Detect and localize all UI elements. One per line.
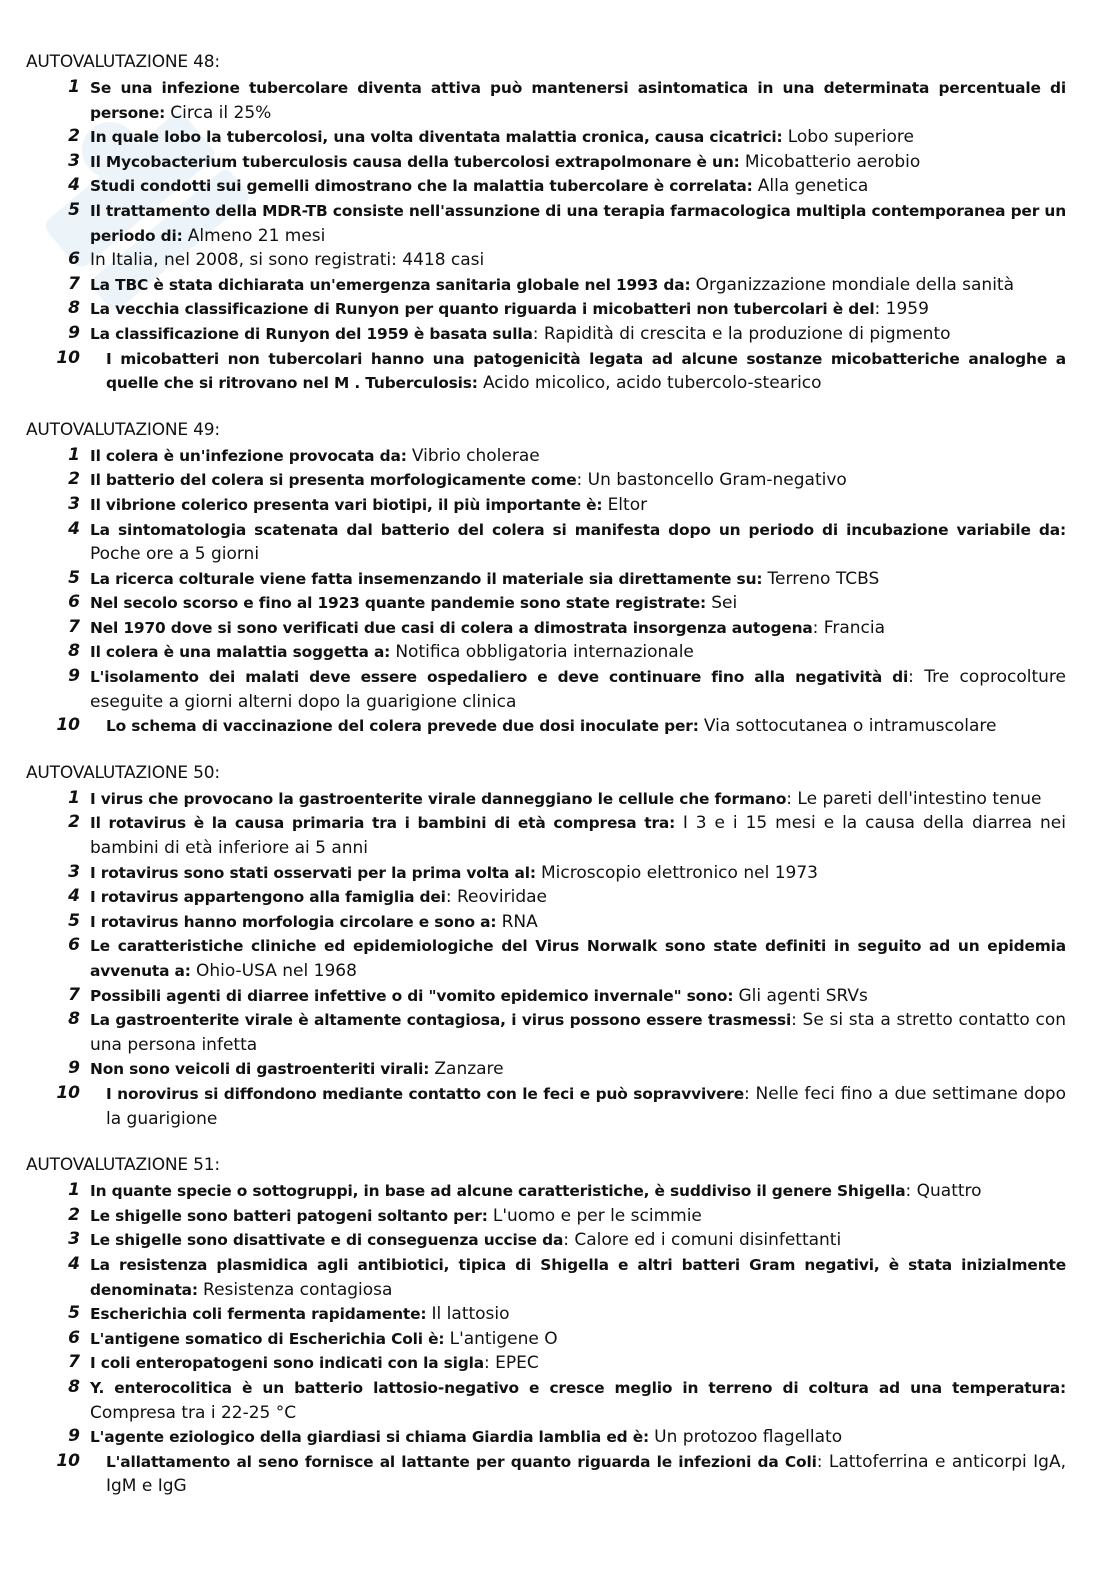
question-text: I norovirus si diffondono mediante contatto con le feci e può sopravvivere — [106, 1084, 745, 1103]
question-item — [26, 468, 1066, 493]
answer-text: Circa il 25% — [170, 102, 272, 123]
question-body — [80, 1327, 1066, 1352]
question-text: Se una infezione tubercolare diventa attiva può mantenersi asintomatica in una determinata percentuale di persone: — [90, 79, 1066, 122]
answer-text: : Rapidità di crescita e la produzione di pigmento — [532, 323, 951, 344]
question-number: 8 — [68, 1009, 80, 1030]
question-item — [26, 787, 1066, 812]
question-item — [26, 444, 1066, 469]
question-number: 3 — [68, 150, 80, 171]
section-title: AUTOVALUTAZIONE 50: — [26, 762, 220, 783]
question-text: Le shigelle sono batteri patogeni soltanto per: — [90, 1206, 488, 1225]
question-item — [26, 811, 1066, 860]
question-text: La TBC è stata dichiarata un'emergenza sanitaria globale nel 1993 da: — [90, 275, 691, 294]
question-item — [26, 150, 1066, 175]
question-number: 5 — [68, 199, 80, 220]
answer-text: : EPEC — [484, 1353, 539, 1374]
question-number: 9 — [68, 1426, 80, 1447]
question-text: Il batterio del colera si presenta morfologicamente come — [90, 471, 577, 490]
answer-text: : Tre coprocolture eseguite a giorni alterni dopo la guarigione clinica — [90, 667, 1066, 712]
section-title: AUTOVALUTAZIONE 48: — [26, 52, 220, 72]
question-number: 9 — [68, 1058, 80, 1079]
question-body — [80, 322, 1066, 347]
question-item — [26, 1425, 1066, 1450]
question-number: 1 — [68, 444, 80, 465]
question-number: 6 — [68, 1327, 80, 1348]
question-body — [80, 910, 1066, 935]
question-text: I coli enteropatogeni sono indicati con la sigla — [90, 1354, 485, 1373]
answer-text: Resistenza contagiosa — [203, 1279, 393, 1300]
answer-text: Lobo superiore — [787, 127, 914, 148]
question-item — [26, 984, 1066, 1009]
answer-text: : Nelle feci fino a due settimane dopo la guarigione — [106, 1083, 1066, 1129]
autovalutazione-section — [26, 418, 1066, 739]
autovalutazione-section — [26, 50, 1066, 396]
question-text: Nel 1970 dove si sono verificati due casi di colera a dimostrata insorgenza autogena — [90, 618, 813, 637]
question-text: La ricerca colturale viene fatta insemenzando il materiale sia direttamente su: — [90, 569, 763, 588]
question-item — [26, 714, 1066, 739]
question-text: In quale lobo la tubercolosi, una volta diventata malattia cronica, causa cicatrici: — [90, 128, 783, 147]
answer-text: Notifica obbligatoria internazionale — [395, 642, 694, 663]
question-item — [26, 591, 1066, 616]
answer-text: Gli agenti SRVs — [738, 985, 868, 1006]
answer-text: : Calore ed i comuni disinfettanti — [563, 1230, 842, 1251]
question-text: Il Mycobacterium tuberculosis causa della tubercolosi extrapolmonare è un: — [90, 152, 740, 171]
answer-text: Un protozoo flagellato — [654, 1427, 843, 1448]
question-item — [26, 910, 1066, 935]
question-body — [80, 934, 1066, 983]
answer-text: Zanzare — [434, 1059, 504, 1080]
answer-text: In Italia, nel 2008, si sono registrati: 4418 casi — [90, 250, 485, 271]
question-item — [26, 1327, 1066, 1352]
answer-text: Vibrio cholerae — [411, 445, 540, 466]
question-body — [80, 297, 1066, 322]
question-text: Le shigelle sono disattivate e di conseguenza uccise da — [90, 1231, 564, 1250]
question-text: La resistenza plasmidica agli antibiotici, tipica di Shigella e altri batteri Gram negativi, è stata inizialmente denominata: — [90, 1255, 1066, 1299]
question-number: 2 — [68, 1204, 80, 1225]
answer-text: : Francia — [812, 617, 885, 638]
answer-text: : Un bastoncello Gram-negativo — [576, 470, 847, 491]
question-text: Escherichia coli fermenta rapidamente: — [90, 1305, 427, 1324]
question-item — [26, 567, 1066, 592]
question-body — [80, 567, 1066, 592]
question-number: 5 — [68, 910, 80, 931]
question-item — [26, 347, 1066, 396]
question-body — [80, 150, 1066, 175]
answer-text: Ohio-USA nel 1968 — [195, 961, 357, 981]
question-text: Il trattamento della MDR-TB consiste nell'assunzione di una terapia farmacologica multipla contemporanea per un periodo di: — [90, 201, 1066, 245]
question-item — [26, 1008, 1066, 1057]
question-number: 3 — [68, 861, 80, 882]
question-text: La sintomatologia scatenata dal batterio del colera si manifesta dopo un periodo di incubazione variabile da: — [90, 520, 1066, 539]
question-number: 7 — [68, 273, 80, 294]
question-item — [26, 199, 1066, 248]
answer-text: Terreno TCBS — [767, 568, 880, 589]
question-item — [26, 1057, 1066, 1082]
question-item — [26, 885, 1066, 910]
question-body — [80, 199, 1066, 248]
question-body — [80, 1253, 1066, 1302]
question-item — [26, 322, 1066, 347]
answer-text: Compresa tra i 22-25 °C — [90, 1402, 297, 1423]
question-number: 3 — [68, 1229, 80, 1250]
question-body — [80, 1450, 1066, 1499]
question-text: Il colera è una malattia soggetta a: — [90, 643, 391, 662]
question-number: 1 — [68, 787, 80, 808]
question-body — [80, 347, 1066, 396]
question-body — [80, 1179, 1066, 1204]
question-number: 8 — [68, 1376, 80, 1397]
question-text: I virus che provocano la gastroenterite virale danneggiano le cellule che formano — [90, 789, 787, 808]
question-body — [80, 811, 1066, 860]
question-number: 6 — [68, 592, 80, 613]
question-number: 2 — [68, 126, 80, 147]
question-body — [80, 616, 1066, 641]
question-body — [80, 1082, 1066, 1131]
question-number: 6 — [68, 935, 80, 956]
question-number: 9 — [68, 666, 80, 687]
question-text: Lo schema di vaccinazione del colera prevede due dosi inoculate per: — [106, 717, 699, 736]
question-item — [26, 493, 1066, 518]
answer-text: : Se si sta a stretto contatto con una persona infetta — [90, 1010, 1066, 1055]
question-item — [26, 861, 1066, 886]
question-body — [80, 518, 1066, 567]
question-item — [26, 1302, 1066, 1327]
question-body — [80, 76, 1066, 125]
question-text: L'antigene somatico di Escherichia Coli è: — [90, 1329, 445, 1348]
question-text: La gastroenterite virale è altamente contagiosa, i virus possono essere trasmessi — [90, 1011, 792, 1030]
answer-text: : 1959 — [874, 299, 929, 320]
question-item — [26, 125, 1066, 150]
question-text: Studi condotti sui gemelli dimostrano che la malattia tubercolare è correlata: — [90, 177, 753, 196]
question-text: Il colera è un'infezione provocata da: — [90, 446, 407, 465]
answer-text: L'uomo e per le scimmie — [492, 1205, 702, 1226]
question-body — [80, 493, 1066, 518]
question-item — [26, 1376, 1066, 1425]
question-body — [80, 665, 1066, 714]
question-text: Le caratteristiche cliniche ed epidemiologiche del Virus Norwalk sono state definiti in seguito ad un epidemia avvenuta a: — [90, 937, 1066, 980]
question-body — [80, 248, 1066, 273]
question-number: 2 — [68, 812, 80, 833]
question-text: La vecchia classificazione di Runyon per quanto riguarda i micobatteri non tubercolari è del — [90, 300, 875, 319]
question-body — [80, 1302, 1066, 1327]
question-item — [26, 616, 1066, 641]
question-number: 2 — [68, 469, 80, 490]
answer-text: : Lattoferrina e anticorpi IgA, IgM e IgG — [106, 1451, 1066, 1497]
question-number: 10 — [56, 715, 80, 736]
question-item — [26, 1204, 1066, 1229]
question-number: 8 — [68, 298, 80, 319]
section-title: AUTOVALUTAZIONE 49: — [26, 419, 220, 440]
question-item — [26, 76, 1066, 125]
answer-text: Organizzazione mondiale della sanità — [695, 274, 1015, 295]
question-text: I rotavirus sono stati osservati per la prima volta al: — [90, 863, 536, 882]
answer-text: L'antigene O — [449, 1328, 558, 1349]
question-body — [80, 125, 1066, 150]
question-number: 4 — [68, 518, 80, 539]
question-text: Nel secolo scorso e fino al 1923 quante pandemie sono state registrate: — [90, 594, 707, 613]
question-body — [80, 273, 1066, 298]
question-item — [26, 1450, 1066, 1499]
question-number: 5 — [68, 1303, 80, 1324]
answer-text: Via sottocutanea o intramuscolare — [703, 716, 997, 737]
question-text: Non sono veicoli di gastroenteriti virali: — [90, 1060, 430, 1079]
section-title: AUTOVALUTAZIONE 51: — [26, 1155, 220, 1176]
question-text: L'allattamento al seno fornisce al lattante per quanto riguarda le infezioni da Coli — [106, 1452, 817, 1471]
question-text: In quante specie o sottogruppi, in base ad alcune caratteristiche, è suddiviso il genere Shigella — [90, 1182, 906, 1201]
question-number: 5 — [68, 567, 80, 588]
question-body — [80, 984, 1066, 1009]
question-text: Possibili agenti di diarree infettive o di "vomito epidemico invernale" sono: — [90, 986, 734, 1005]
question-item — [26, 1253, 1066, 1302]
answer-text: : Quattro — [905, 1181, 982, 1202]
answer-text: Almeno 21 mesi — [187, 225, 326, 246]
question-body — [80, 640, 1066, 665]
answer-text: Eltor — [607, 494, 648, 515]
answer-text: RNA — [501, 911, 538, 932]
question-item — [26, 1082, 1066, 1131]
question-body — [80, 861, 1066, 886]
question-number: 7 — [68, 984, 80, 1005]
question-body — [80, 714, 1066, 739]
question-text: I micobatteri non tubercolari hanno una patogenicità legata ad alcune sostanze micobatteriche analoghe a quelle che si ritrovano nel M . Tuberculosis: — [106, 349, 1066, 393]
question-number: 10 — [56, 1450, 80, 1471]
question-body — [80, 591, 1066, 616]
autovalutazione-section — [26, 761, 1066, 1131]
question-item — [26, 1351, 1066, 1376]
question-item — [26, 273, 1066, 298]
question-body — [80, 444, 1066, 469]
question-item — [26, 934, 1066, 983]
question-text: Il rotavirus è la causa primaria tra i bambini di età compresa tra: — [90, 814, 676, 833]
question-text: I rotavirus appartengono alla famiglia dei — [90, 888, 446, 907]
question-number: 6 — [68, 249, 80, 270]
document-page — [26, 50, 1066, 1521]
question-number: 1 — [68, 1180, 80, 1201]
answer-text: Il lattosio — [431, 1304, 510, 1325]
answer-text: Poche ore a 5 giorni — [90, 544, 260, 565]
autovalutazione-section — [26, 1153, 1066, 1499]
answer-text: Sei — [711, 593, 738, 614]
question-number: 4 — [68, 1253, 80, 1274]
question-item — [26, 665, 1066, 714]
question-number: 10 — [56, 347, 80, 368]
question-number: 4 — [68, 175, 80, 196]
question-body — [80, 1057, 1066, 1082]
question-body — [80, 1228, 1066, 1253]
question-number: 1 — [68, 77, 80, 97]
question-body — [80, 1425, 1066, 1450]
question-body — [80, 787, 1066, 812]
question-body — [80, 1008, 1066, 1057]
question-text: Il vibrione colerico presenta vari biotipi, il più importante è: — [90, 495, 603, 514]
answer-text: Alla genetica — [757, 176, 869, 197]
question-number: 7 — [68, 1352, 80, 1373]
answer-text: I 3 e i 15 mesi e la causa della diarrea nei bambini di età inferiore ai 5 anni — [90, 813, 1066, 859]
answer-text: : Le pareti dell'intestino tenue — [786, 788, 1042, 809]
question-text: I rotavirus hanno morfologia circolare e sono a: — [90, 912, 497, 931]
answer-text: Acido micolico, acido tubercolo-stearico — [482, 373, 822, 394]
answer-text: : Reoviridae — [445, 887, 548, 908]
answer-text: Microscopio elettronico nel 1973 — [541, 862, 818, 883]
question-text: L'isolamento dei malati deve essere ospedaliero e deve continuare fino alla negatività di — [90, 668, 909, 687]
question-text: La classificazione di Runyon del 1959 è basata sulla — [90, 324, 533, 343]
question-body — [80, 174, 1066, 199]
answer-text: Micobatterio aerobio — [744, 151, 921, 172]
question-item — [26, 297, 1066, 322]
question-item — [26, 640, 1066, 665]
question-item — [26, 518, 1066, 567]
question-number: 7 — [68, 616, 80, 637]
question-body — [80, 468, 1066, 493]
question-text: Y. enterocolitica è un batterio lattosio-negativo e cresce meglio in terreno di coltura ad una temperatura: — [90, 1378, 1066, 1397]
question-item — [26, 248, 1066, 273]
question-number: 3 — [68, 493, 80, 514]
question-body — [80, 1351, 1066, 1376]
question-item — [26, 1228, 1066, 1253]
question-item — [26, 174, 1066, 199]
question-number: 8 — [68, 641, 80, 662]
question-number: 4 — [68, 886, 80, 907]
question-number: 10 — [56, 1082, 80, 1103]
question-body — [80, 885, 1066, 910]
question-body — [80, 1376, 1066, 1425]
question-text: L'agente eziologico della giardiasi si chiama Giardia lamblia ed è: — [90, 1428, 650, 1447]
question-body — [80, 1204, 1066, 1229]
question-item — [26, 1179, 1066, 1204]
question-number: 9 — [68, 322, 80, 343]
